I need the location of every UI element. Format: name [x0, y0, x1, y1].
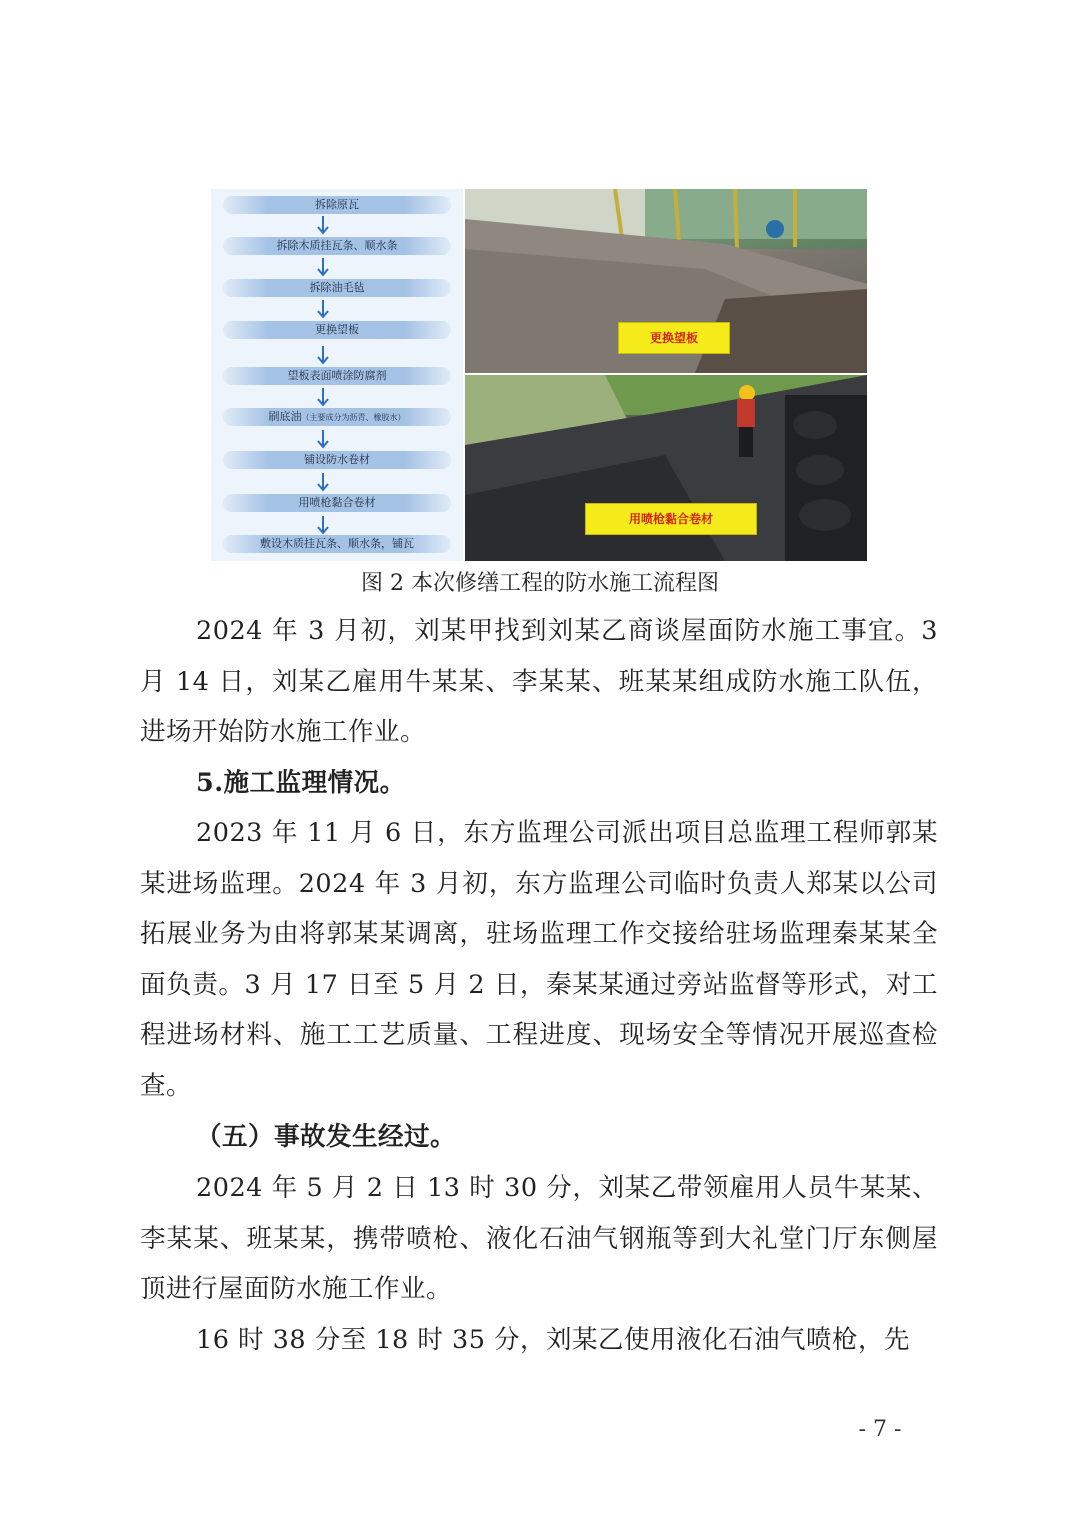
photo-label: 更换望板 [618, 322, 730, 354]
figure-caption: 图 2 本次修缮工程的防水施工流程图 [361, 571, 719, 596]
flow-step: 拆除原瓦 [223, 196, 451, 214]
arrow-down-icon [315, 429, 331, 449]
flow-step: 拆除木质挂瓦条、顺水条 [223, 237, 451, 255]
flow-step: 更换望板 [223, 321, 451, 339]
section-heading: 5.施工监理情况。 [196, 768, 406, 798]
flow-step: 敷设木质挂瓦条、顺水条，铺瓦 [223, 535, 451, 553]
figure [211, 189, 867, 561]
paragraph: 2024 年 5 月 2 日 13 时 30 分，刘某乙带领雇用人员牛某某、李某某、班某某，携带喷枪、液化石油气钢瓶等到大礼堂门厅东侧屋顶进行屋面防水施工作业。 [140, 1173, 938, 1305]
flow-step: 用喷枪黏合卷材 [223, 494, 451, 512]
arrow-down-icon [315, 345, 331, 365]
arrow-down-icon [315, 472, 331, 492]
section-heading: （五）事故发生经过。 [196, 1122, 457, 1152]
flow-step: 望板表面喷涂防腐剂 [223, 367, 451, 385]
paragraph: 2024 年 3 月初，刘某甲找到刘某乙商谈屋面防水施工事宜。3 月 14 日，刘某乙雇用牛某某、李某某、班某某组成防水施工队伍，进场开始防水施工作业。 [140, 616, 938, 748]
arrow-down-icon [315, 299, 331, 319]
paragraph: 16 时 38 分至 18 时 35 分，刘某乙使用液化石油气喷枪，先 [196, 1325, 911, 1355]
flowchart [211, 189, 463, 561]
photo-label: 用喷枪黏合卷材 [585, 503, 757, 535]
page-number: - 7 - [858, 1417, 902, 1442]
paragraph: 2023 年 11 月 6 日，东方监理公司派出项目总监理工程师郭某某进场监理。2024 年 3 月初，东方监理公司临时负责人郑某以公司拓展业务为由将郭某某调离，驻场监理工作交接给驻场监理秦某某全面负责。3 月 17 日至 5 月 2 日，秦某某通过旁站监督等形式，对工程进场材料、施工工艺质量、工程进度、现场安全等情况开展巡查检查。 [140, 818, 938, 1101]
photo-replace-roof-board [465, 189, 867, 373]
arrow-down-icon [315, 387, 331, 407]
arrow-down-icon [315, 215, 331, 235]
photo-spray-gun-bonding [465, 375, 867, 561]
flow-step: 拆除油毛毡 [223, 279, 451, 297]
arrow-down-icon [315, 257, 331, 277]
flow-step: 铺设防水卷材 [223, 451, 451, 469]
flow-step: 刷底油（主要成分为沥青、橡胶水） [223, 408, 451, 426]
arrow-down-icon [315, 515, 331, 535]
